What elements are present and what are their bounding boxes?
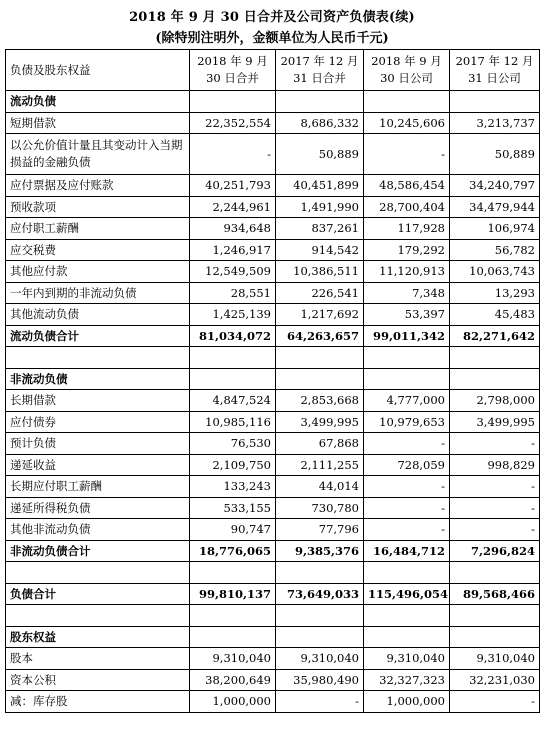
row-value: 1,217,692 — [276, 304, 364, 326]
row-value: 179,292 — [364, 239, 450, 261]
row-value — [190, 605, 276, 627]
row-value: 34,479,944 — [450, 196, 540, 218]
table-row — [6, 669, 540, 691]
row-label: 其他流动负债 — [6, 304, 190, 326]
row-value: 81,034,072 — [190, 325, 276, 347]
row-value: 914,542 — [276, 239, 364, 261]
row-value: 18,776,065 — [190, 540, 276, 562]
table-row — [6, 196, 540, 218]
row-value: 48,586,454 — [364, 175, 450, 197]
row-value: 998,829 — [450, 454, 540, 476]
row-value — [450, 605, 540, 627]
row-value: 76,530 — [190, 433, 276, 455]
row-value: - — [364, 433, 450, 455]
row-value: - — [364, 497, 450, 519]
table-row — [6, 626, 540, 648]
row-value: 117,928 — [364, 218, 450, 240]
table-row — [6, 134, 540, 175]
row-value: 1,000,000 — [364, 691, 450, 713]
row-value — [364, 626, 450, 648]
row-value — [450, 562, 540, 584]
row-value: 8,686,332 — [276, 112, 364, 134]
row-label — [6, 605, 190, 627]
row-value: 50,889 — [450, 134, 540, 175]
row-value: 133,243 — [190, 476, 276, 498]
row-label: 长期应付职工薪酬 — [6, 476, 190, 498]
row-label: 流动负债 — [6, 91, 190, 113]
row-value: 2,109,750 — [190, 454, 276, 476]
row-value: 90,747 — [190, 519, 276, 541]
row-value: 728,059 — [364, 454, 450, 476]
row-value: 2,244,961 — [190, 196, 276, 218]
table-row — [6, 562, 540, 584]
row-value — [190, 368, 276, 390]
page-title: 2018 年 9 月 30 日合并及公司资产负债表(续) — [129, 10, 415, 25]
row-value: 7,296,824 — [450, 540, 540, 562]
row-value — [190, 626, 276, 648]
row-value: 10,386,511 — [276, 261, 364, 283]
row-value: 35,980,490 — [276, 669, 364, 691]
row-value: 12,549,509 — [190, 261, 276, 283]
row-value: - — [190, 134, 276, 175]
row-value: 4,847,524 — [190, 390, 276, 412]
row-value — [450, 626, 540, 648]
row-value: 28,700,404 — [364, 196, 450, 218]
row-value: 730,780 — [276, 497, 364, 519]
table-row — [6, 218, 540, 240]
row-value: 22,352,554 — [190, 112, 276, 134]
table-row — [6, 605, 540, 627]
row-value: 10,985,116 — [190, 411, 276, 433]
balance-sheet-table — [5, 49, 540, 713]
table-row — [6, 347, 540, 369]
row-value: 10,245,606 — [364, 112, 450, 134]
row-value: 2,111,255 — [276, 454, 364, 476]
table-row — [6, 497, 540, 519]
row-value: 837,261 — [276, 218, 364, 240]
row-label: 预计负债 — [6, 433, 190, 455]
row-value: 9,310,040 — [190, 648, 276, 670]
row-value: 2,853,668 — [276, 390, 364, 412]
row-value — [450, 91, 540, 113]
row-value: 82,271,642 — [450, 325, 540, 347]
row-value: 32,231,030 — [450, 669, 540, 691]
row-value — [276, 91, 364, 113]
row-label: 股东权益 — [6, 626, 190, 648]
table-row — [6, 112, 540, 134]
row-value: 40,251,793 — [190, 175, 276, 197]
row-value: 73,649,033 — [276, 583, 364, 605]
row-label — [6, 562, 190, 584]
row-value: 1,000,000 — [190, 691, 276, 713]
row-value — [190, 347, 276, 369]
row-value: 16,484,712 — [364, 540, 450, 562]
table-row — [6, 239, 540, 261]
row-value: 34,240,797 — [450, 175, 540, 197]
row-value: 64,263,657 — [276, 325, 364, 347]
row-value: - — [364, 476, 450, 498]
row-value: 89,568,466 — [450, 583, 540, 605]
row-label: 其他应付款 — [6, 261, 190, 283]
row-label: 减：库存股 — [6, 691, 190, 713]
table-row — [6, 368, 540, 390]
row-label: 预收款项 — [6, 196, 190, 218]
table-row — [6, 304, 540, 326]
column-header-2018-consolidated: 2018 年 9 月 30 日合并 — [190, 50, 276, 91]
row-label: 递延所得税负债 — [6, 497, 190, 519]
row-value: 3,213,737 — [450, 112, 540, 134]
row-value: 934,648 — [190, 218, 276, 240]
row-value: 4,777,000 — [364, 390, 450, 412]
table-row — [6, 519, 540, 541]
row-value: 50,889 — [276, 134, 364, 175]
row-value: 9,310,040 — [450, 648, 540, 670]
row-value: 9,310,040 — [276, 648, 364, 670]
row-value: 9,385,376 — [276, 540, 364, 562]
table-row — [6, 261, 540, 283]
row-value — [450, 368, 540, 390]
table-row — [6, 648, 540, 670]
table-row — [6, 476, 540, 498]
row-label: 其他非流动负债 — [6, 519, 190, 541]
row-value: 44,014 — [276, 476, 364, 498]
row-value: 13,293 — [450, 282, 540, 304]
row-label: 应付债券 — [6, 411, 190, 433]
row-label: 递延收益 — [6, 454, 190, 476]
table-header-row — [6, 50, 540, 91]
row-value: 38,200,649 — [190, 669, 276, 691]
row-value: - — [450, 433, 540, 455]
row-value: 99,011,342 — [364, 325, 450, 347]
row-value — [276, 605, 364, 627]
row-value — [364, 605, 450, 627]
column-header-2018-company: 2018 年 9 月 30 日公司 — [364, 50, 450, 91]
row-value: 9,310,040 — [364, 648, 450, 670]
row-value: 32,327,323 — [364, 669, 450, 691]
table-row — [6, 390, 540, 412]
table-row — [6, 583, 540, 605]
row-value — [364, 91, 450, 113]
row-value: 2,798,000 — [450, 390, 540, 412]
row-label: 应交税费 — [6, 239, 190, 261]
table-row — [6, 411, 540, 433]
row-value: 533,155 — [190, 497, 276, 519]
row-value: 115,496,054 — [364, 583, 450, 605]
table-row — [6, 691, 540, 713]
column-header-2017-consolidated: 2017 年 12 月 31 日合并 — [276, 50, 364, 91]
row-label: 非流动负债合计 — [6, 540, 190, 562]
row-value — [364, 347, 450, 369]
row-label — [6, 347, 190, 369]
row-label: 负债合计 — [6, 583, 190, 605]
row-value: 10,979,653 — [364, 411, 450, 433]
row-value: 1,425,139 — [190, 304, 276, 326]
row-label: 一年内到期的非流动负债 — [6, 282, 190, 304]
row-value: 1,246,917 — [190, 239, 276, 261]
row-value — [276, 347, 364, 369]
table-row — [6, 175, 540, 197]
table-row — [6, 433, 540, 455]
table-row — [6, 540, 540, 562]
row-label: 以公允价值计量且其变动计入当期损益的金融负债 — [6, 134, 190, 175]
row-value — [364, 562, 450, 584]
row-value — [276, 368, 364, 390]
row-label: 应付职工薪酬 — [6, 218, 190, 240]
row-value: 53,397 — [364, 304, 450, 326]
row-value — [190, 562, 276, 584]
row-label: 股本 — [6, 648, 190, 670]
page-subtitle: (除特别注明外，金额单位为人民币千元) — [155, 31, 389, 46]
row-value: 99,810,137 — [190, 583, 276, 605]
row-label: 非流动负债 — [6, 368, 190, 390]
row-value — [276, 626, 364, 648]
row-value: - — [364, 134, 450, 175]
table-row — [6, 91, 540, 113]
row-value — [450, 347, 540, 369]
row-label: 资本公积 — [6, 669, 190, 691]
row-value: - — [450, 476, 540, 498]
row-value: 77,796 — [276, 519, 364, 541]
column-header-2017-company: 2017 年 12 月 31 日公司 — [450, 50, 540, 91]
table-row — [6, 454, 540, 476]
row-value: 45,483 — [450, 304, 540, 326]
row-value: 28,551 — [190, 282, 276, 304]
table-row — [6, 325, 540, 347]
row-label: 应付票据及应付账款 — [6, 175, 190, 197]
row-value: - — [276, 691, 364, 713]
row-value: - — [450, 691, 540, 713]
row-value: 226,541 — [276, 282, 364, 304]
row-value: 40,451,899 — [276, 175, 364, 197]
row-value: 3,499,995 — [450, 411, 540, 433]
row-value: 3,499,995 — [276, 411, 364, 433]
row-value: - — [364, 519, 450, 541]
row-value: 1,491,990 — [276, 196, 364, 218]
row-label: 短期借款 — [6, 112, 190, 134]
row-label: 长期借款 — [6, 390, 190, 412]
table-row — [6, 282, 540, 304]
row-value: 11,120,913 — [364, 261, 450, 283]
row-label: 流动负债合计 — [6, 325, 190, 347]
row-value: 67,868 — [276, 433, 364, 455]
row-value: - — [450, 519, 540, 541]
row-value — [364, 368, 450, 390]
row-value: 7,348 — [364, 282, 450, 304]
row-value: - — [450, 497, 540, 519]
row-value — [276, 562, 364, 584]
row-value — [190, 91, 276, 113]
table-body — [6, 91, 540, 713]
row-value: 106,974 — [450, 218, 540, 240]
row-value: 56,782 — [450, 239, 540, 261]
column-header-label: 负债及股东权益 — [6, 50, 190, 91]
row-value: 10,063,743 — [450, 261, 540, 283]
